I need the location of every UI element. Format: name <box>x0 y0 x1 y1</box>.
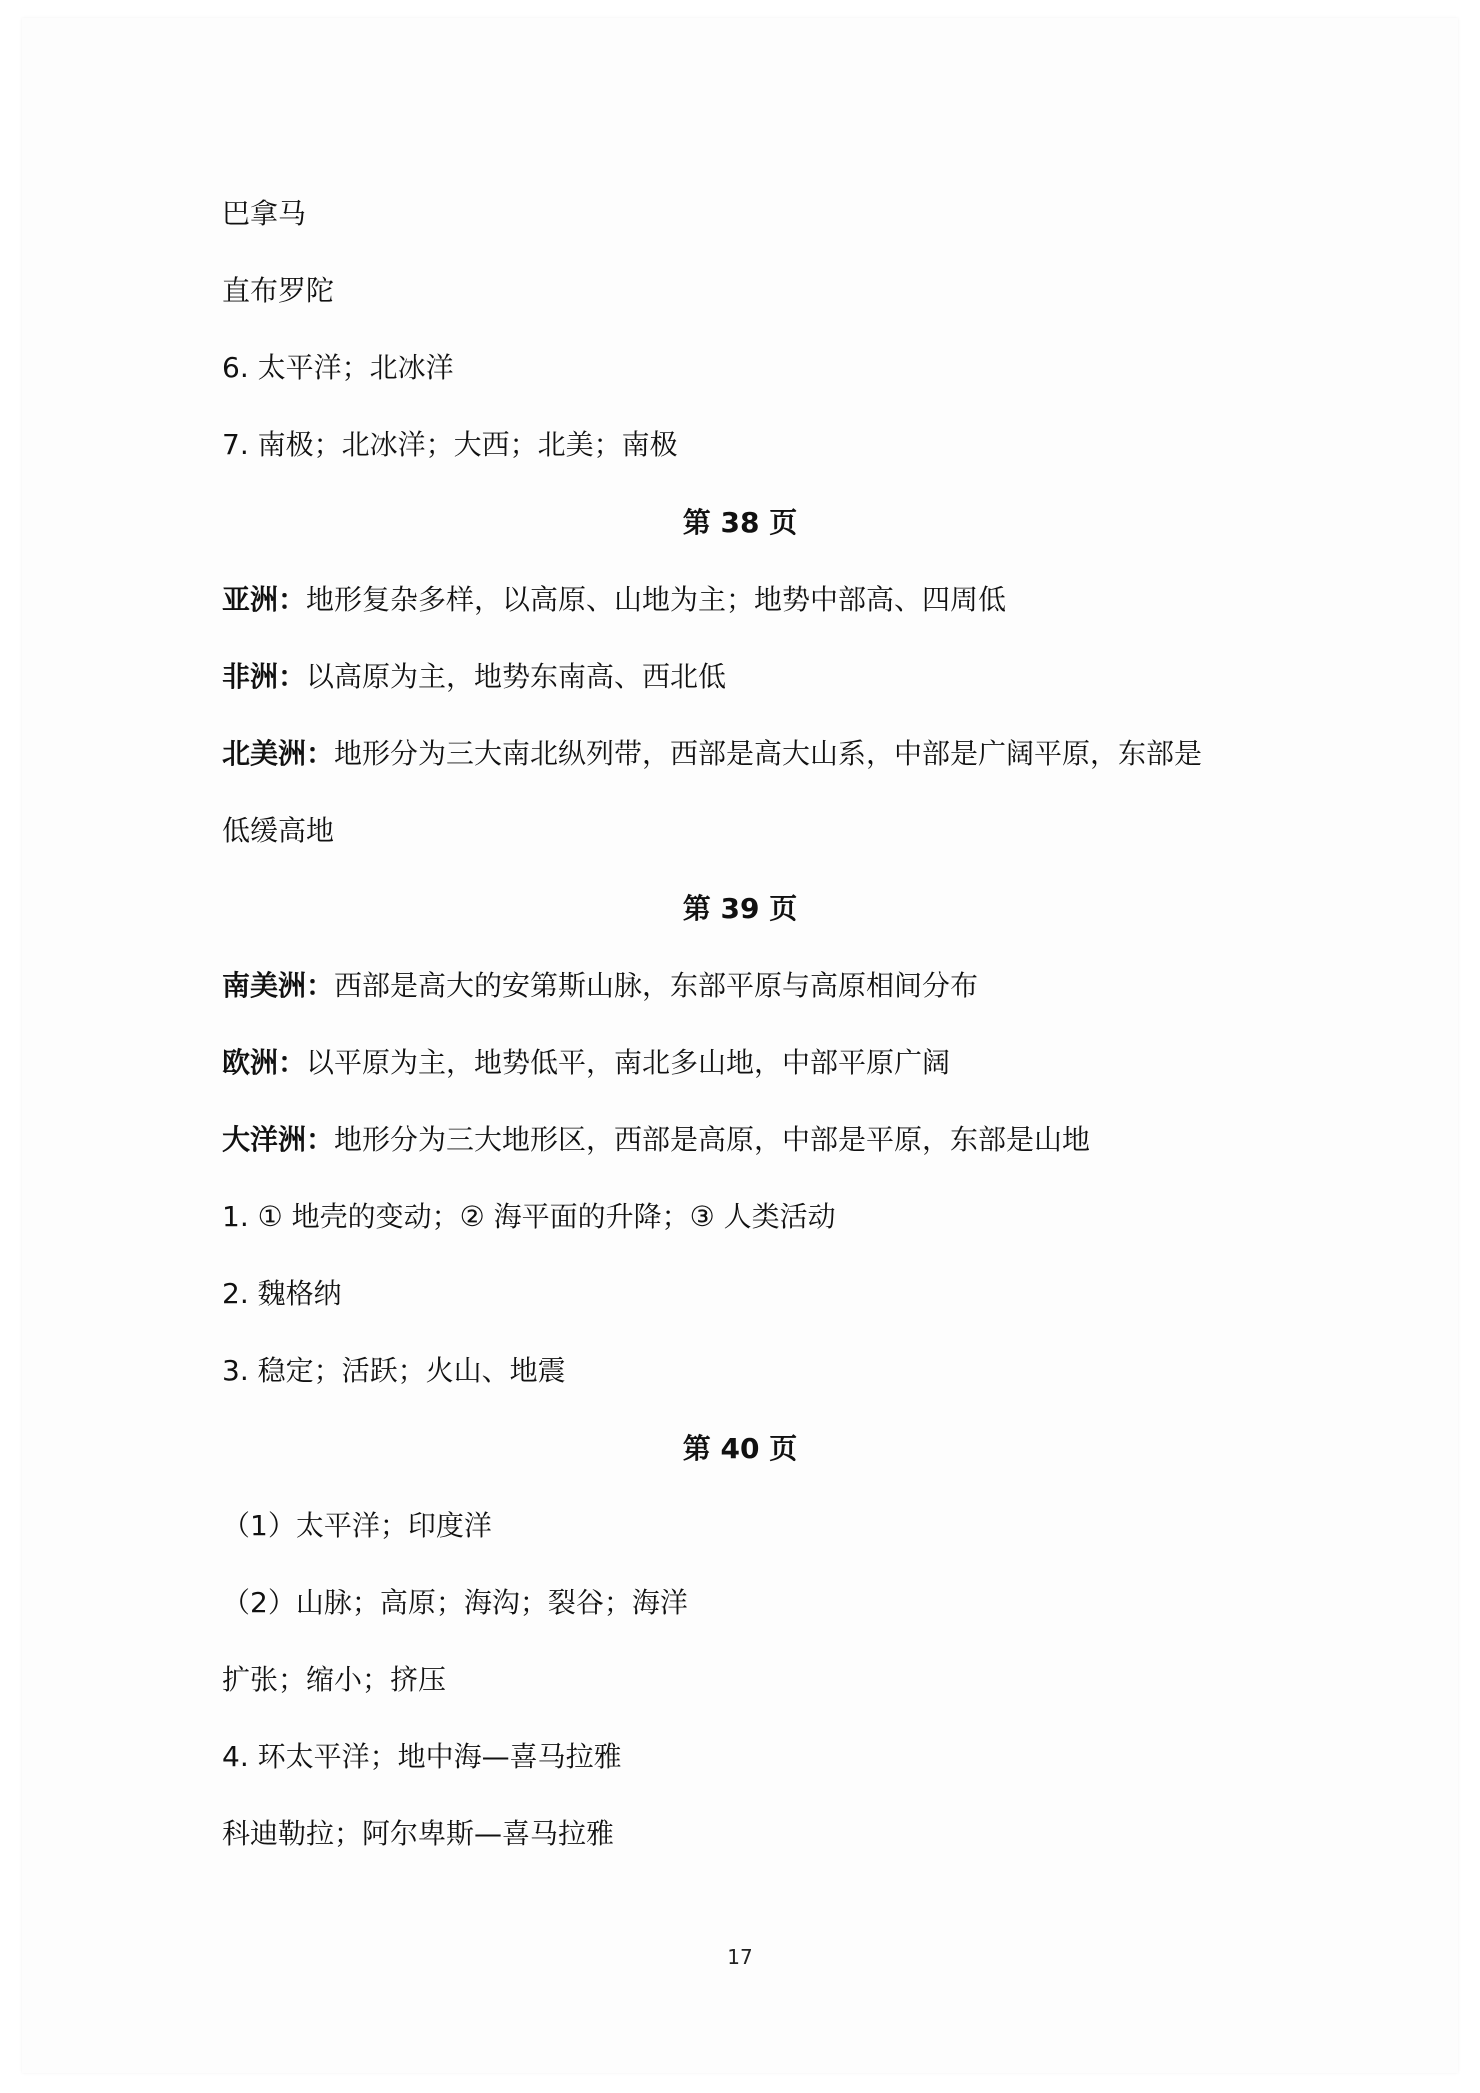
answer-text: 地形复杂多样，以高原、山地为主；地势中部高、四周低 <box>306 583 1007 616</box>
answer-line-continued: 低缓高地 <box>222 814 335 847</box>
answer-line: 7. 南极；北冰洋；大西；北美；南极 <box>222 428 678 461</box>
term-label: 欧洲： <box>222 1046 307 1079</box>
answer-line-south-america <box>222 966 978 1006</box>
answer-line: 3. 稳定；活跃；火山、地震 <box>222 1354 566 1387</box>
answer-line: 直布罗陀 <box>222 274 335 307</box>
answer-line-africa <box>222 657 726 697</box>
term-label: 北美洲： <box>222 737 335 770</box>
answer-line-oceania <box>222 1120 1090 1160</box>
page-number: 17 <box>727 1945 753 1969</box>
section-heading-page-38: 第 38 页 <box>682 506 798 539</box>
term-label: 南美洲： <box>222 969 335 1002</box>
answer-line: 1. ① 地壳的变动；② 海平面的升降；③ 人类活动 <box>222 1200 836 1233</box>
answer-line: （2）山脉；高原；海沟；裂谷；海洋 <box>222 1586 688 1619</box>
answer-line-north-america <box>222 734 1202 774</box>
answer-text: 西部是高大的安第斯山脉，东部平原与高原相间分布 <box>334 969 979 1002</box>
answer-text: 地形分为三大南北纵列带，西部是高大山系，中部是广阔平原，东部是 <box>334 737 1203 770</box>
answer-line-europe <box>222 1043 950 1083</box>
answer-line: 6. 太平洋；北冰洋 <box>222 351 454 384</box>
answer-line-continued: 科迪勒拉；阿尔卑斯—喜马拉雅 <box>222 1817 615 1850</box>
answer-line: 巴拿马 <box>222 197 307 230</box>
term-label: 亚洲： <box>222 583 307 616</box>
answer-line-asia <box>222 580 1006 620</box>
term-label: 非洲： <box>222 660 307 693</box>
term-label: 大洋洲： <box>222 1123 335 1156</box>
section-heading-page-39: 第 39 页 <box>682 892 798 925</box>
answer-line: 扩张；缩小；挤压 <box>222 1663 447 1696</box>
answer-text: 地形分为三大地形区，西部是高原，中部是平原，东部是山地 <box>334 1123 1091 1156</box>
answer-text: 以高原为主，地势东南高、西北低 <box>306 660 727 693</box>
answer-text: 以平原为主，地势低平，南北多山地，中部平原广阔 <box>306 1046 951 1079</box>
answer-line: 2. 魏格纳 <box>222 1277 342 1310</box>
answer-line: （1）太平洋；印度洋 <box>222 1509 492 1542</box>
answer-line: 4. 环太平洋；地中海—喜马拉雅 <box>222 1740 622 1773</box>
section-heading-page-40: 第 40 页 <box>682 1432 798 1465</box>
